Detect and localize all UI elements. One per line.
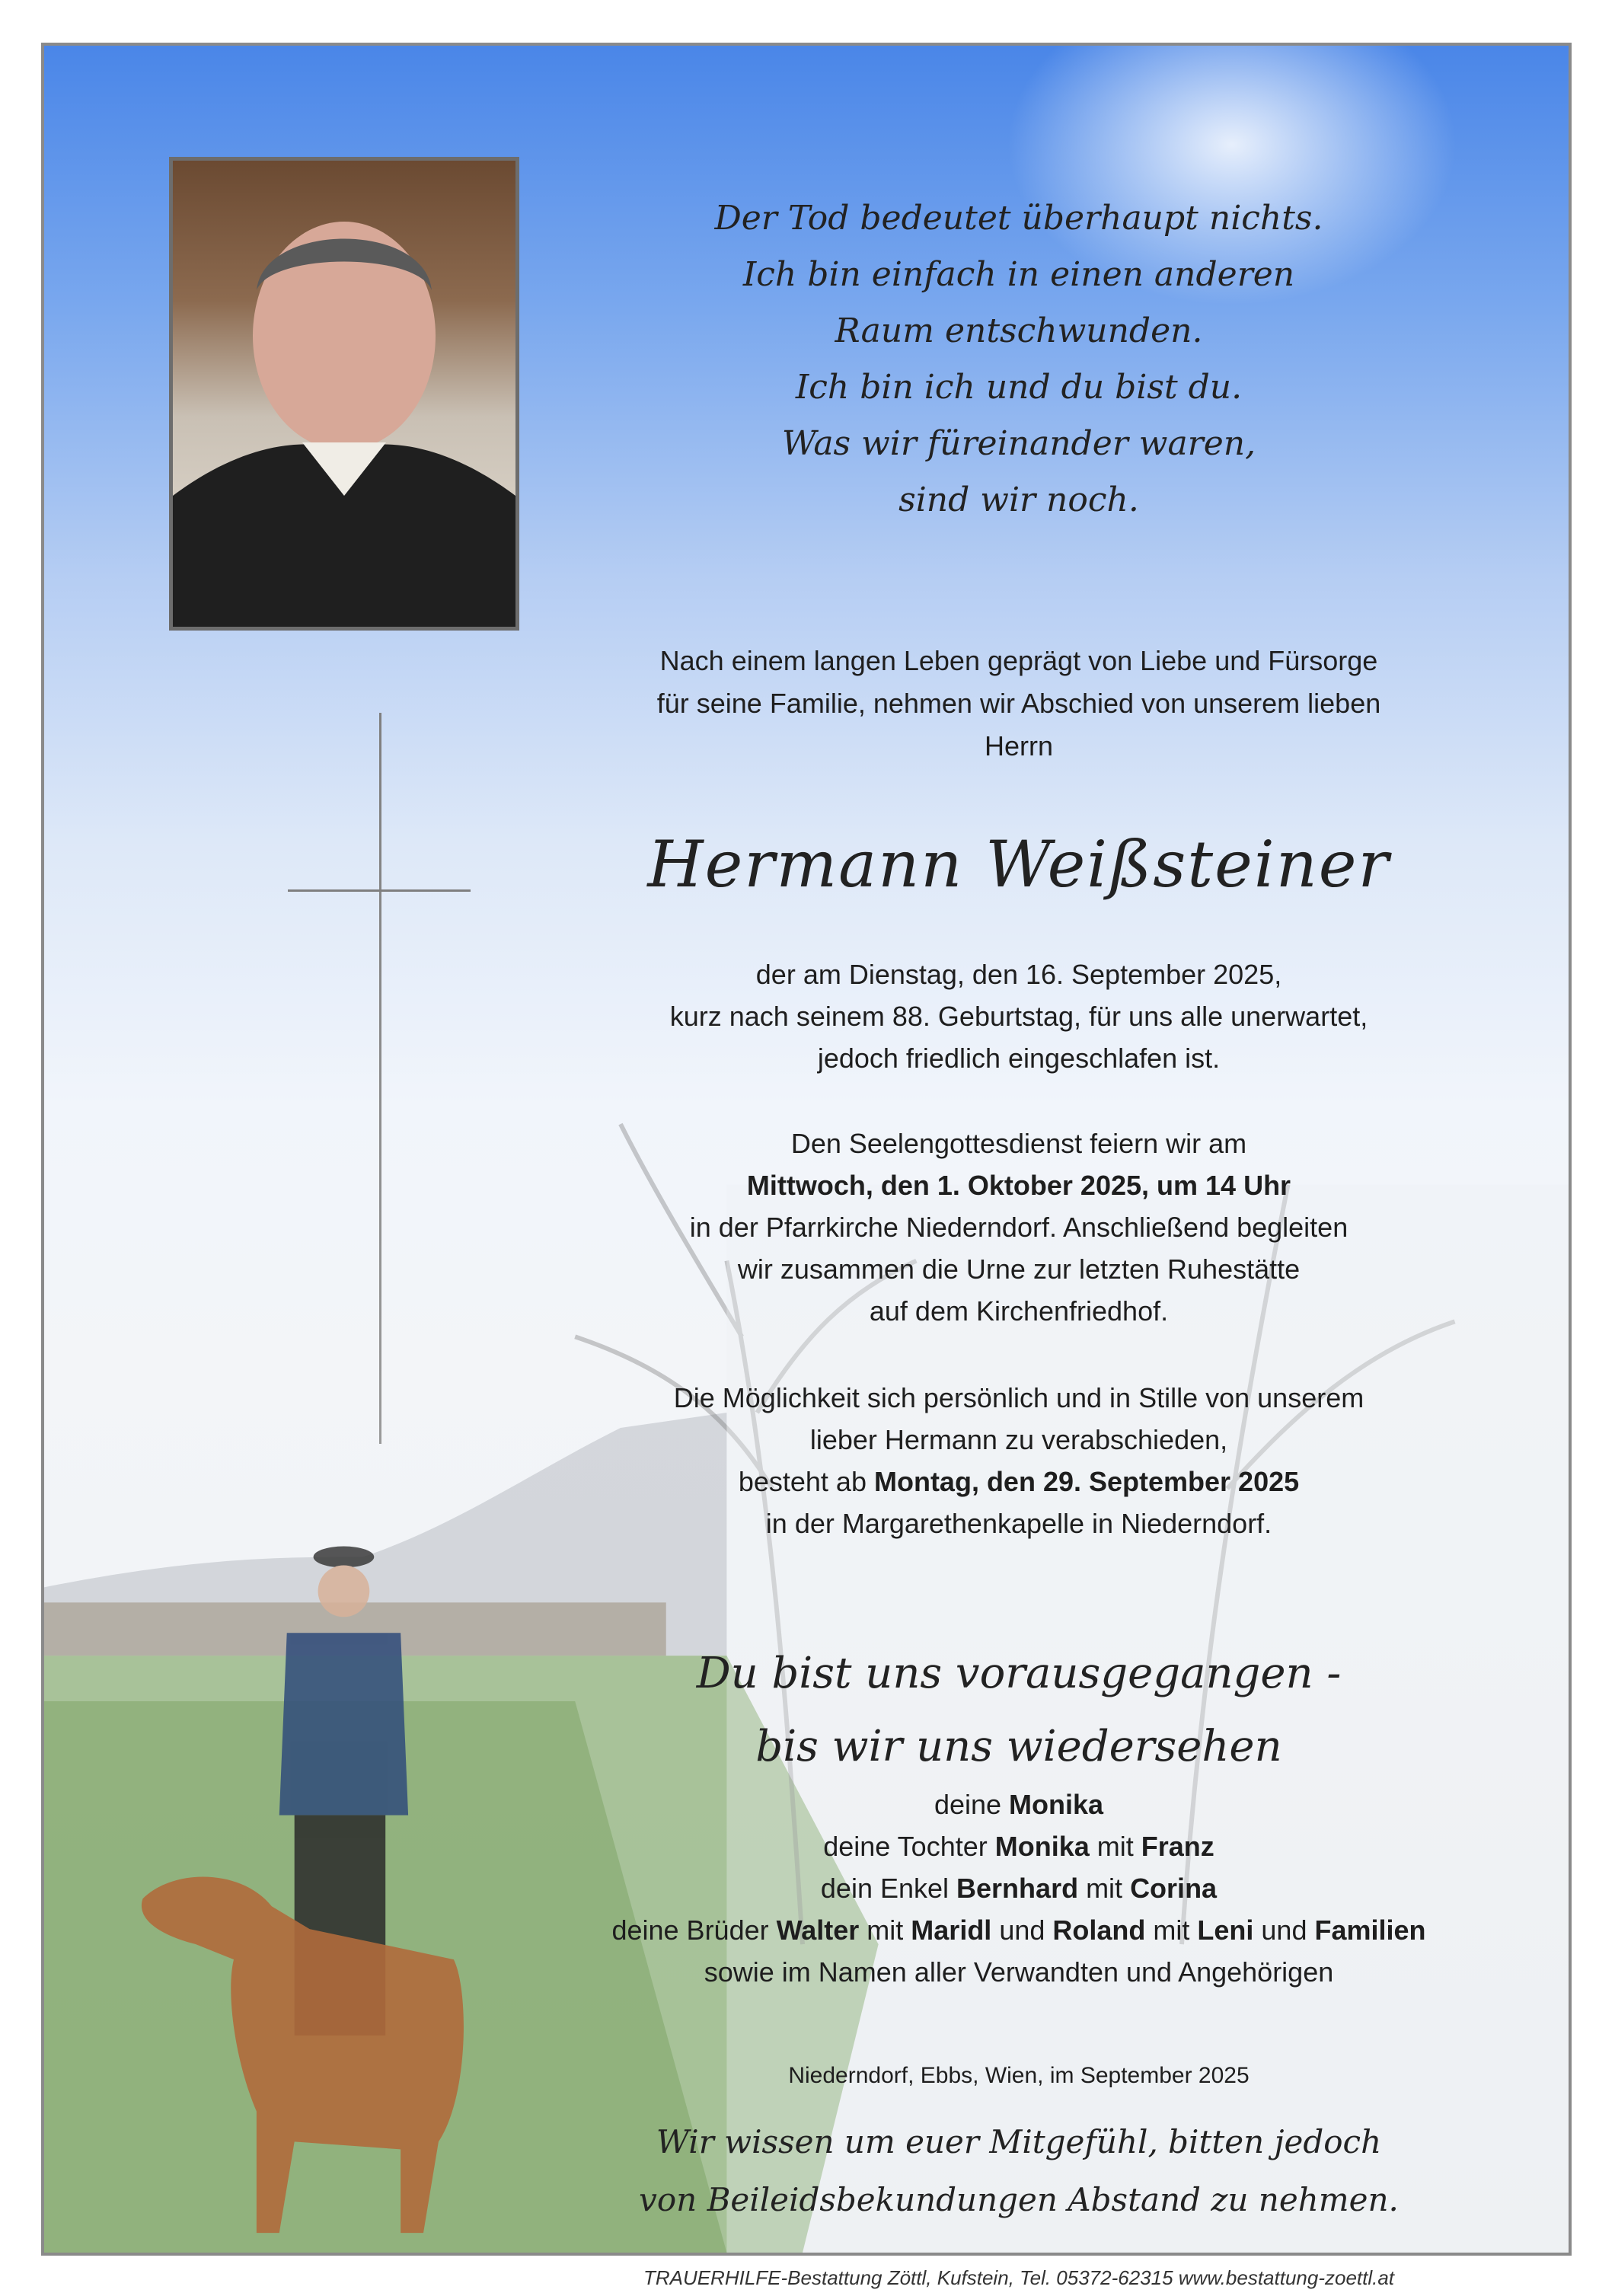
intro-line: für seine Familie, nehmen wir Abschied von unserem lieben <box>656 688 1381 719</box>
cross-vertical <box>379 713 381 1444</box>
family-member: Monika <box>994 1831 1090 1862</box>
family-text: dein Enkel <box>820 1873 957 1904</box>
service-date: Mittwoch, den 1. Oktober 2025, um 14 Uhr <box>746 1170 1291 1201</box>
family-text: deine Brüder <box>611 1914 777 1946</box>
viewing-info <box>630 1377 1407 1544</box>
family-line <box>539 1783 1499 1825</box>
place-date: Niederndorf, Ebbs, Wien, im September 2025 <box>788 2063 1250 2088</box>
service-info <box>630 1122 1407 1332</box>
family-text: und <box>991 1914 1053 1946</box>
died-line: der am Dienstag, den 16. September 2025, <box>755 959 1282 990</box>
service-line: auf dem Kirchenfriedhof. <box>869 1295 1169 1327</box>
service-line: Den Seelengottesdienst feiern wir am <box>790 1128 1247 1159</box>
family-member: Roland <box>1052 1914 1146 1946</box>
died-line: kurz nach seinem 88. Geburtstag, für uns alle unerwartet, <box>669 1001 1368 1032</box>
viewing-line: lieber Hermann zu verabschieden, <box>809 1424 1228 1455</box>
intro-text <box>630 640 1407 768</box>
poem-line: Ich bin ich und du bist du. <box>795 368 1243 407</box>
service-line: in der Pfarrkirche Niederndorf. Anschließend begleiten <box>689 1212 1348 1243</box>
intro-line: Nach einem langen Leben geprägt von Liebe und Fürsorge <box>659 645 1378 676</box>
condolence-note <box>630 2113 1407 2229</box>
deceased-name: Hermann Weißsteiner <box>647 827 1390 902</box>
obituary-card <box>41 43 1572 2289</box>
family-text: mit <box>1078 1873 1131 1904</box>
family-member: Corina <box>1130 1873 1218 1904</box>
family-member: Walter <box>776 1914 860 1946</box>
cross-horizontal <box>288 889 471 892</box>
death-notice <box>630 953 1407 1079</box>
funeral-home-footer: TRAUERHILFE-Bestattung Zöttl, Kufstein, Tel. 05372-62315 www.bestattung-zoettl.at <box>643 2266 1395 2289</box>
viewing-date: Montag, den 29. September 2025 <box>873 1466 1300 1497</box>
intro-line: Herrn <box>984 730 1054 762</box>
poem-line: sind wir noch. <box>898 481 1139 519</box>
family-text: mit <box>1089 1831 1141 1862</box>
portrait-photo <box>169 157 519 631</box>
viewing-line: Die Möglichkeit sich persönlich und in Stille von unserem <box>673 1382 1364 1413</box>
poem-line: Ich bin einfach in einen anderen <box>742 255 1295 294</box>
poem <box>630 190 1407 528</box>
closing-line: Du bist uns vorausgegangen - <box>696 1649 1342 1698</box>
family-member: Maridl <box>911 1914 992 1946</box>
family-text: mit <box>859 1914 911 1946</box>
family-member: Leni <box>1197 1914 1254 1946</box>
poem-line: Was wir füreinander waren, <box>781 424 1256 463</box>
note-line: Wir wissen um euer Mitgefühl, bitten jedoch <box>656 2123 1382 2160</box>
poem-line: Der Tod bedeutet überhaupt nichts. <box>714 199 1323 238</box>
family-text: deine <box>934 1789 1010 1820</box>
family-line <box>539 1867 1499 1909</box>
family-line <box>539 1825 1499 1867</box>
family-member: Familien <box>1314 1914 1426 1946</box>
viewing-prefix: besteht ab <box>738 1466 874 1497</box>
family-member: Bernhard <box>956 1873 1079 1904</box>
viewing-line: in der Margarethenkapelle in Niederndorf. <box>765 1508 1272 1539</box>
family-text: deine Tochter <box>823 1831 995 1862</box>
service-line: wir zusammen die Urne zur letzten Ruhestätte <box>737 1253 1301 1285</box>
family-line: sowie im Namen aller Verwandten und Angehörigen <box>704 1956 1334 1988</box>
family-text: und <box>1253 1914 1315 1946</box>
died-line: jedoch friedlich eingeschlafen ist. <box>817 1043 1221 1074</box>
poem-line: Raum entschwunden. <box>835 311 1203 350</box>
closing-verse <box>630 1637 1407 1783</box>
family-line <box>539 1909 1499 1951</box>
family-list <box>539 1783 1499 1993</box>
note-line: von Beileidsbekundungen Abstand zu nehmen. <box>639 2181 1399 2218</box>
family-text: mit <box>1145 1914 1198 1946</box>
family-member: Monika <box>1009 1789 1104 1820</box>
closing-line: bis wir uns wiedersehen <box>755 1722 1282 1771</box>
family-member: Franz <box>1141 1831 1214 1862</box>
